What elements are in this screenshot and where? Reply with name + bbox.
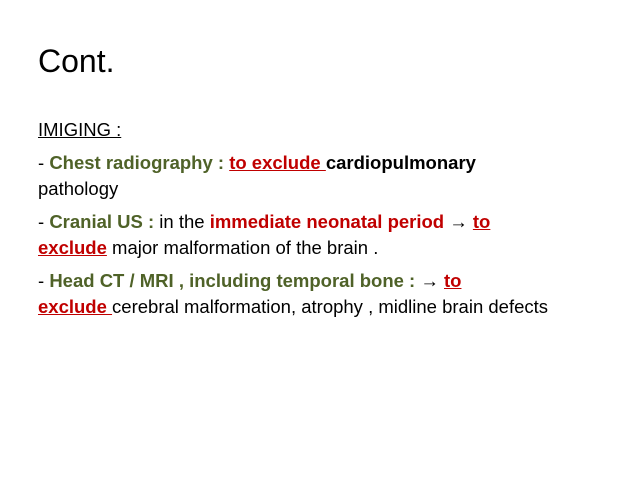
bold-term: cardiopulmonary — [325, 152, 476, 173]
exclude-phrase-part1: to — [472, 211, 491, 232]
bullet-chest-radiography — [38, 150, 608, 202]
exclude-phrase: to exclude — [229, 152, 326, 173]
heading-text: IMIGING : — [38, 119, 122, 140]
bullet-label: Head CT / MRI , including temporal bone : — [49, 270, 416, 291]
slide-content — [38, 117, 608, 327]
exclude-phrase-part2: exclude — [38, 237, 107, 258]
bullet-dash: - — [38, 211, 50, 232]
bullet-text: in the — [154, 211, 210, 232]
bullet-dash: - — [38, 152, 50, 173]
bullet-label: Chest radiography : — [49, 152, 225, 173]
bullet-label: Cranial US : — [49, 211, 155, 232]
bullet-rest: cerebral malformation, atrophy , midline brain defects — [112, 296, 549, 317]
bullet-rest: pathology — [38, 178, 119, 199]
bullet-cranial-us — [38, 209, 608, 261]
bullet-head-ct-mri — [38, 268, 608, 320]
section-heading — [38, 117, 608, 143]
arrow-icon: → — [444, 211, 473, 232]
arrow-icon: → — [415, 270, 444, 291]
bullet-rest: major malformation of the brain . — [106, 237, 379, 258]
bullet-dash: - — [38, 270, 50, 291]
highlight-phrase: immediate neonatal period — [209, 211, 445, 232]
exclude-phrase-part2: exclude — [38, 296, 113, 317]
slide-title: Cont. — [38, 43, 115, 79]
exclude-phrase-part1: to — [444, 270, 462, 291]
